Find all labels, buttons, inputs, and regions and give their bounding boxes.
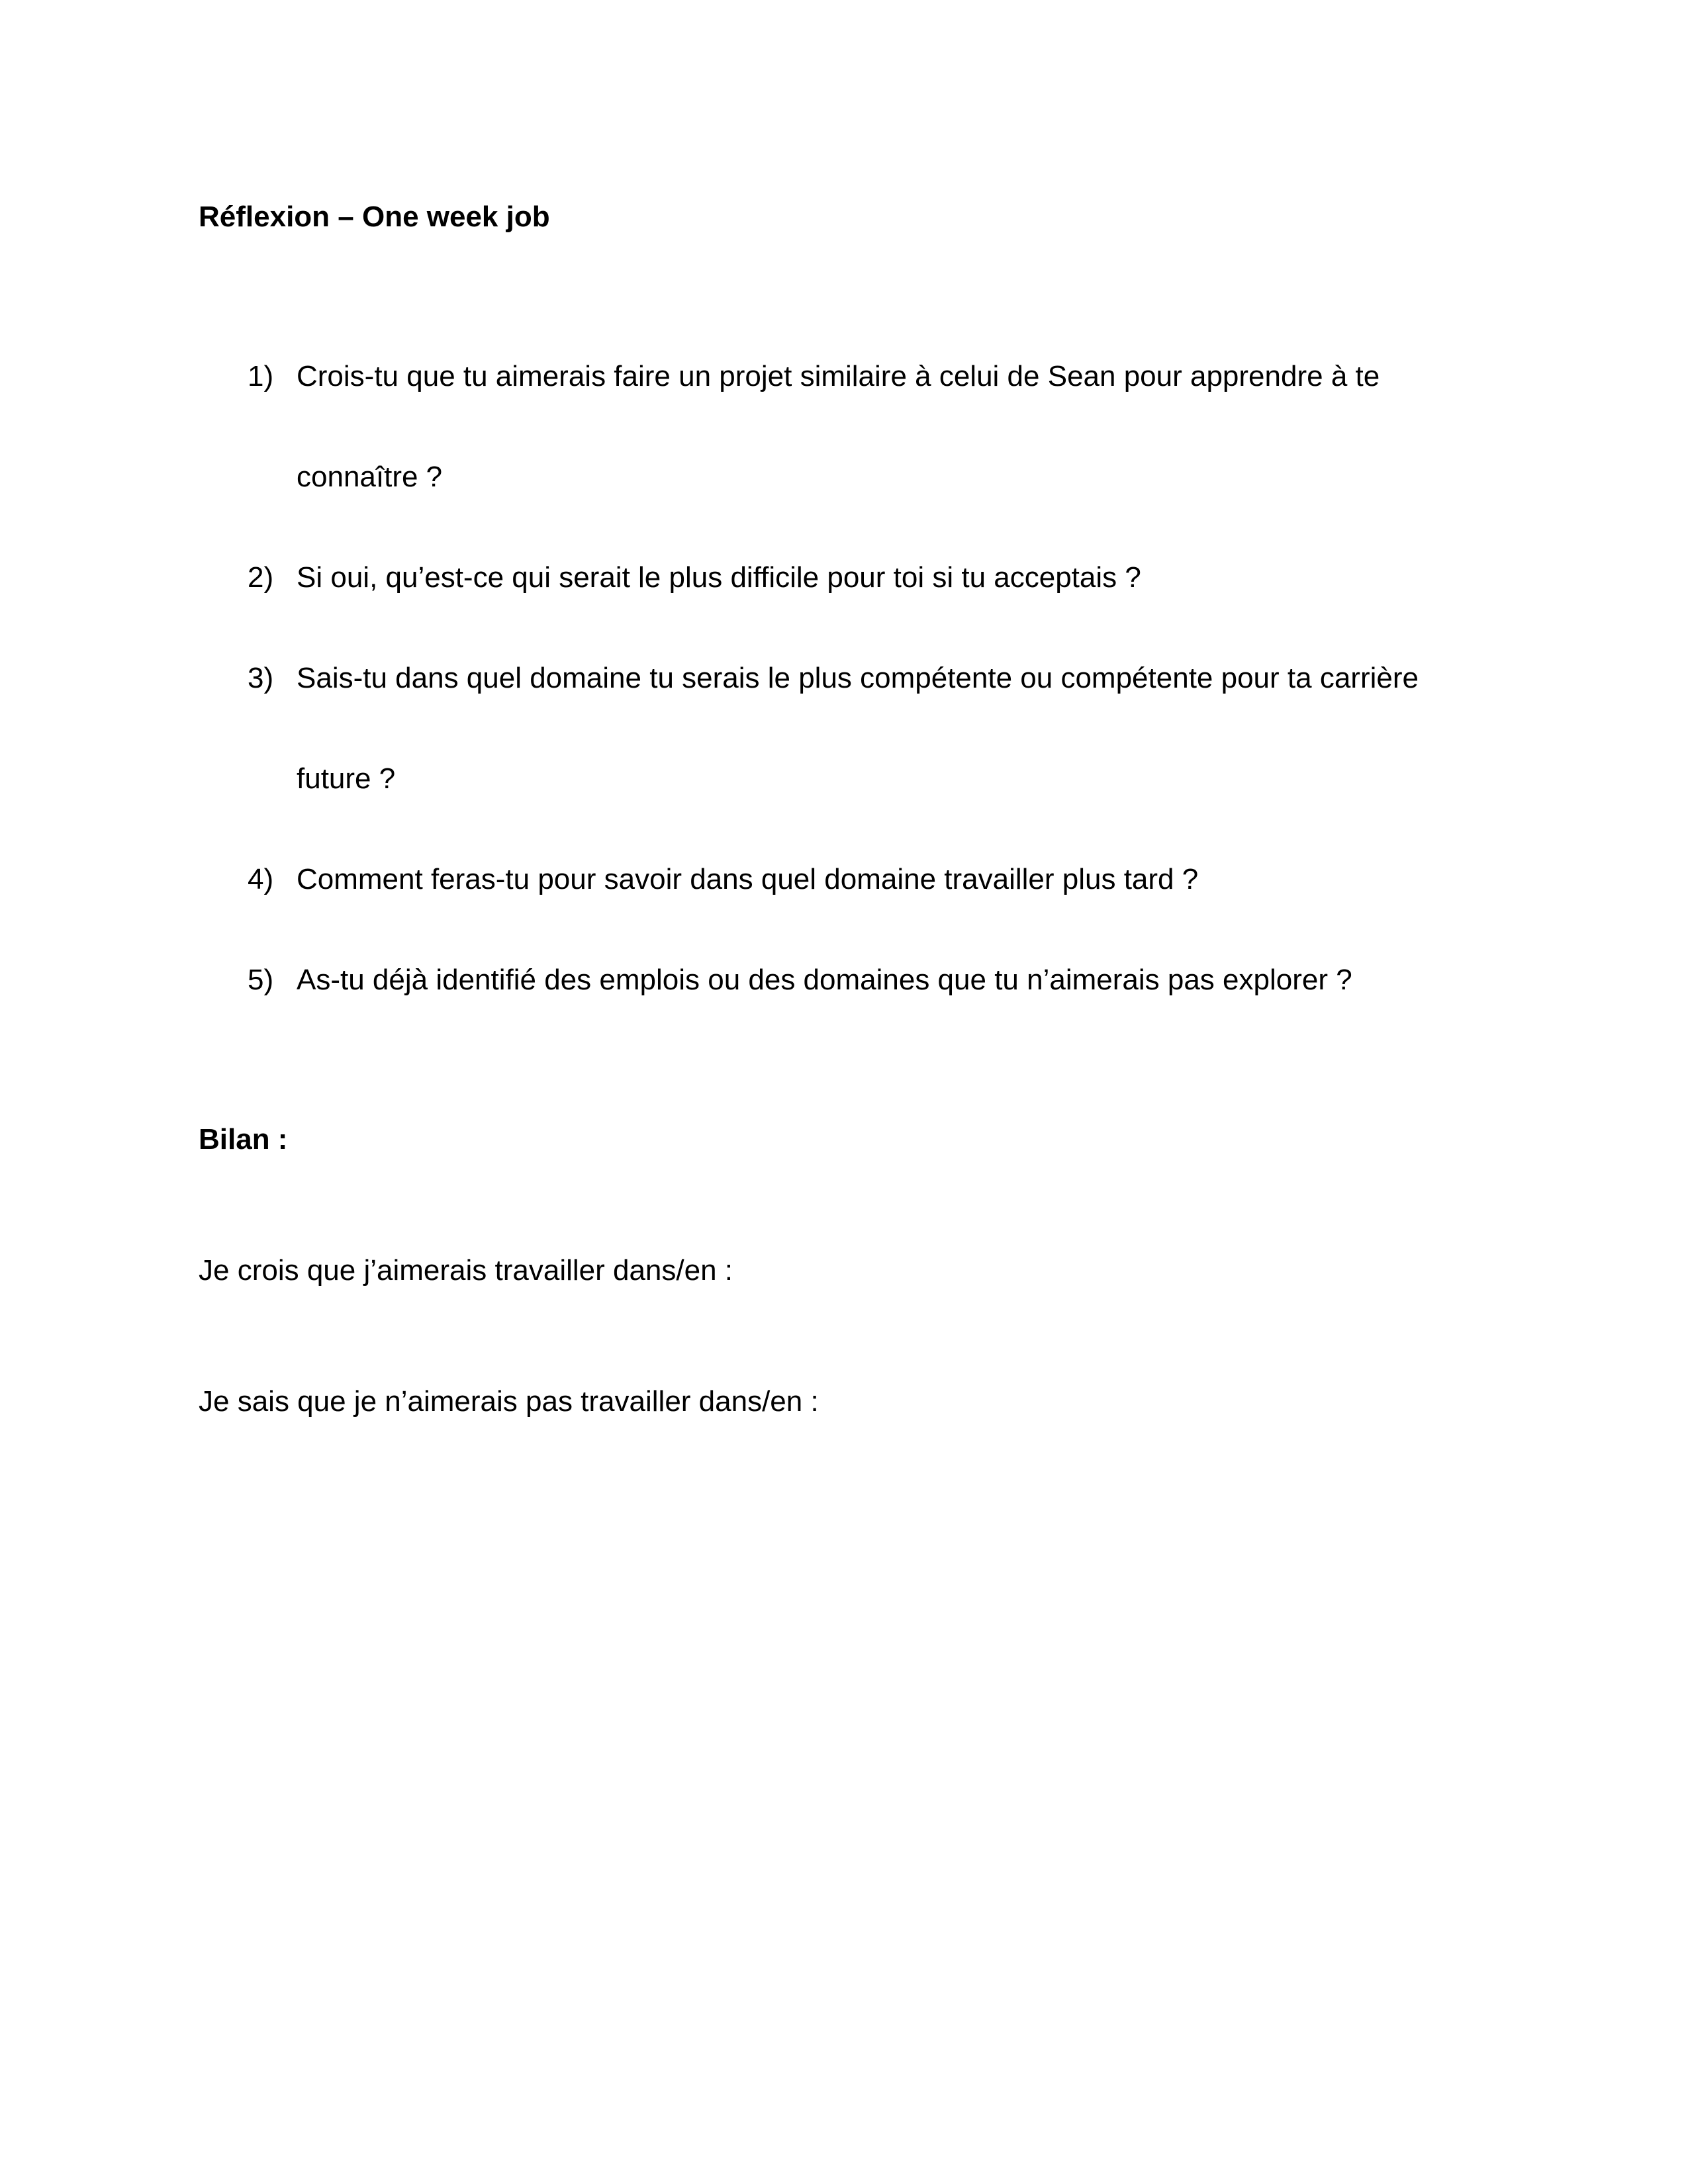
statement-like: Je crois que j’aimerais travailler dans/en : [199,1254,733,1287]
question-number: 5) [248,964,274,996]
question-number: 3) [248,662,274,694]
question-text: Comment feras-tu pour savoir dans quel domaine travailler plus tard ? [297,863,1199,895]
question-number: 1) [248,360,274,392]
question-number: 2) [248,561,274,594]
document-title: Réflexion – One week job [199,201,550,233]
question-number: 4) [248,863,274,895]
question-item [199,527,1496,628]
question-item [199,326,1496,527]
question-item [199,628,1496,829]
question-list [199,326,1496,1030]
question-text: Sais-tu dans quel domaine tu serais le plus compétente ou compétente pour ta carrière future ? [297,662,1419,795]
question-text: Crois-tu que tu aimerais faire un projet similaire à celui de Sean pour apprendre à te connaître ? [297,360,1380,493]
question-item [199,829,1496,930]
bilan-heading: Bilan : [199,1123,288,1156]
question-item [199,930,1496,1030]
question-text: As-tu déjà identifié des emplois ou des domaines que tu n’aimerais pas explorer ? [297,964,1352,996]
question-text: Si oui, qu’est-ce qui serait le plus difficile pour toi si tu acceptais ? [297,561,1141,594]
statement-dislike: Je sais que je n’aimerais pas travailler dans/en : [199,1385,819,1418]
